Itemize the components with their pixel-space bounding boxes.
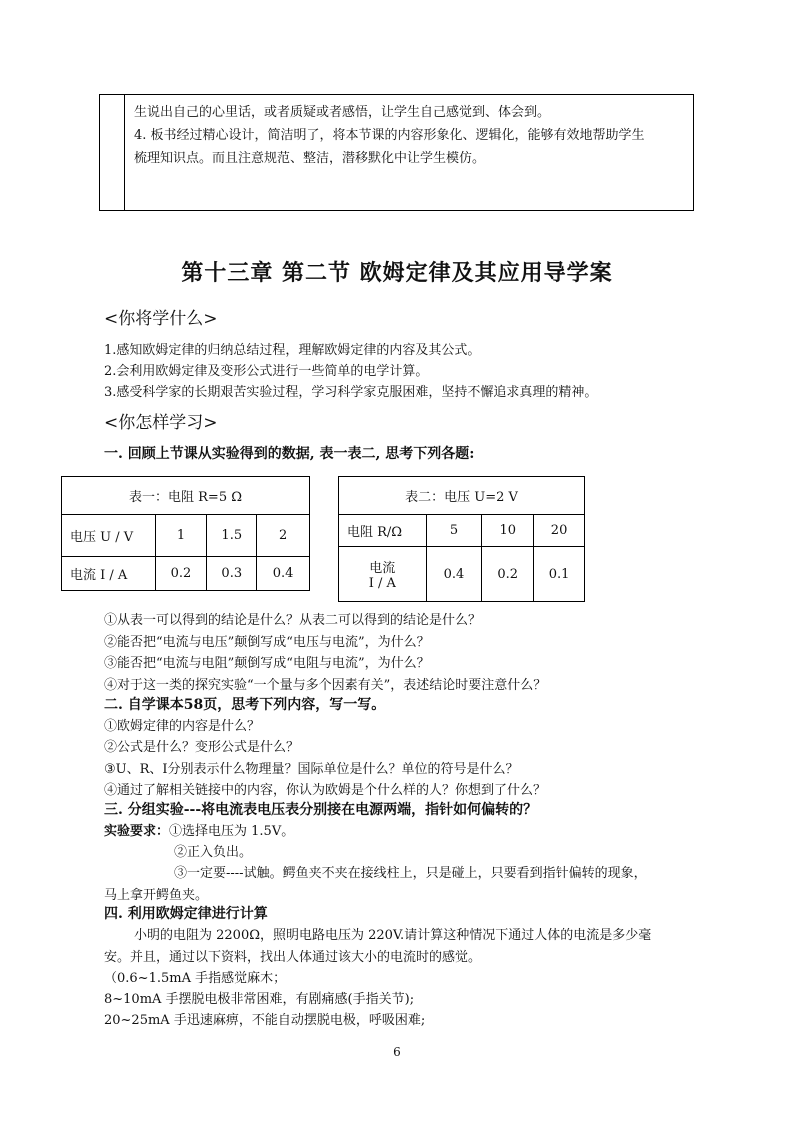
calc-data-item: （0.6~1.5mA 手指感觉麻木； bbox=[104, 971, 287, 986]
objective-item: 2.会利用欧姆定律及变形公式进行一些简单的电学计算。 bbox=[104, 364, 429, 379]
calc-data-item: 20~25mA 手迅速麻痹，不能自动摆脱电极，呼吸困难; bbox=[104, 1013, 426, 1028]
question-item: ②能否把“电流与电压”颠倒写成“电压与电流”，为什么？ bbox=[104, 635, 430, 650]
objective-item: 3.感受科学家的长期艰苦实验过程，学习科学家克服困难，坚持不懈追求真理的精神。 bbox=[104, 385, 598, 400]
requirement-item: ③一定要----试触。鳄鱼夹不夹在接线柱上，只是碰上，只要看到指针偏转的现象， bbox=[174, 866, 647, 881]
label-line: I / A bbox=[368, 576, 396, 591]
question-item: ③能否把“电流与电阻”颠倒写成“电阻与电流”，为什么？ bbox=[104, 656, 430, 671]
table-2-header: 表二：电压 U=2 V bbox=[339, 477, 585, 515]
table-1-header: 表一：电阻 R=5 Ω bbox=[62, 477, 310, 515]
table-cell: 1 bbox=[155, 515, 207, 557]
page-number: 6 bbox=[393, 1045, 401, 1059]
top-table bbox=[99, 94, 694, 211]
section-heading-learn-how: <你怎样学习> bbox=[104, 413, 218, 433]
part3-title: 三. 分组实验---将电流表电压表分别接在电源两端，指针如何偏转的？ bbox=[104, 802, 538, 818]
table-cell: 2 bbox=[257, 515, 310, 557]
table-cell: 0.3 bbox=[207, 557, 257, 591]
table-cell: 20 bbox=[534, 515, 585, 547]
question-item: ②公式是什么？变形公式是什么？ bbox=[104, 740, 300, 755]
calc-paragraph: 小明的电阻为 2200Ω，照明电路电压为 220V.请计算这种情况下通过人体的电流是多少毫 bbox=[134, 928, 652, 943]
cell-line: 生说出自己的心里话，或者质疑或者感悟，让学生自己感觉到、体会到。 bbox=[134, 105, 551, 120]
section-heading-learn-what: <你将学什么> bbox=[104, 309, 218, 329]
objective-item: 1.感知欧姆定律的归纳总结过程，理解欧姆定律的内容及其公式。 bbox=[104, 343, 481, 358]
table-1-row-label: 电流 I / A bbox=[62, 557, 156, 591]
part1-title: 一. 回顾上节课从实验得到的数据, 表一表二, 思考下列各题: bbox=[104, 446, 475, 462]
experiment-label: 实验要求： bbox=[104, 824, 170, 839]
cell-line: 梳理知识点。而且注意规范、整洁，潜移默化中让学生模仿。 bbox=[134, 151, 486, 166]
page-title: 第十三章 第二节 欧姆定律及其应用导学案 bbox=[181, 260, 613, 286]
question-item: ①欧姆定律的内容是什么？ bbox=[104, 719, 261, 734]
requirement-item: ②正入负出。 bbox=[174, 845, 253, 860]
part4-title: 四. 利用欧姆定律进行计算 bbox=[104, 906, 268, 922]
table-left-column bbox=[100, 95, 125, 210]
question-item: ③U、R、I分别表示什么物理量？国际单位是什么？单位的符号是什么？ bbox=[104, 762, 519, 777]
requirement-item: 马上拿开鳄鱼夹。 bbox=[104, 888, 209, 903]
label-line: 电流 bbox=[369, 561, 396, 576]
question-item: ④通过了解相关链接中的内容，你认为欧姆是个什么样的人？你想到了什么？ bbox=[104, 783, 547, 798]
table-cell-text bbox=[134, 101, 689, 170]
table-cell: 10 bbox=[482, 515, 534, 547]
table-cell: 5 bbox=[426, 515, 482, 547]
table-cell: 0.2 bbox=[482, 547, 534, 602]
calc-data-item: 8~10mA 手摆脱电极非常困难，有剧痛感(手指关节); bbox=[104, 992, 415, 1007]
table-cell: 0.2 bbox=[155, 557, 207, 591]
table-2-row-label bbox=[339, 547, 427, 602]
table-cell: 1.5 bbox=[207, 515, 257, 557]
table-cell: 0.1 bbox=[534, 547, 585, 602]
part2-title: 二. 自学课本58页，思考下列内容，写一写。 bbox=[104, 697, 386, 713]
cell-line: 4. 板书经过精心设计，简洁明了，将本节课的内容形象化、逻辑化，能够有效地帮助学生 bbox=[134, 128, 645, 143]
question-item: ①从表一可以得到的结论是什么？从表二可以得到的结论是什么？ bbox=[104, 613, 482, 628]
table-2 bbox=[338, 476, 585, 602]
question-item: ④对于这一类的探究实验“一个量与多个因素有关”，表述结论时要注意什么？ bbox=[104, 678, 547, 693]
table-cell: 0.4 bbox=[257, 557, 310, 591]
experiment-requirements bbox=[104, 820, 294, 839]
requirement-item: ①选择电压为 1.5V。 bbox=[169, 824, 295, 839]
table-1-row-label: 电压 U / V bbox=[62, 515, 156, 557]
calc-paragraph: 安。并且，通过以下资料，找出人体通过该大小的电流时的感觉。 bbox=[104, 950, 482, 965]
table-2-row-label: 电阻 R/Ω bbox=[339, 515, 427, 547]
table-1 bbox=[61, 476, 310, 591]
table-cell: 0.4 bbox=[426, 547, 482, 602]
